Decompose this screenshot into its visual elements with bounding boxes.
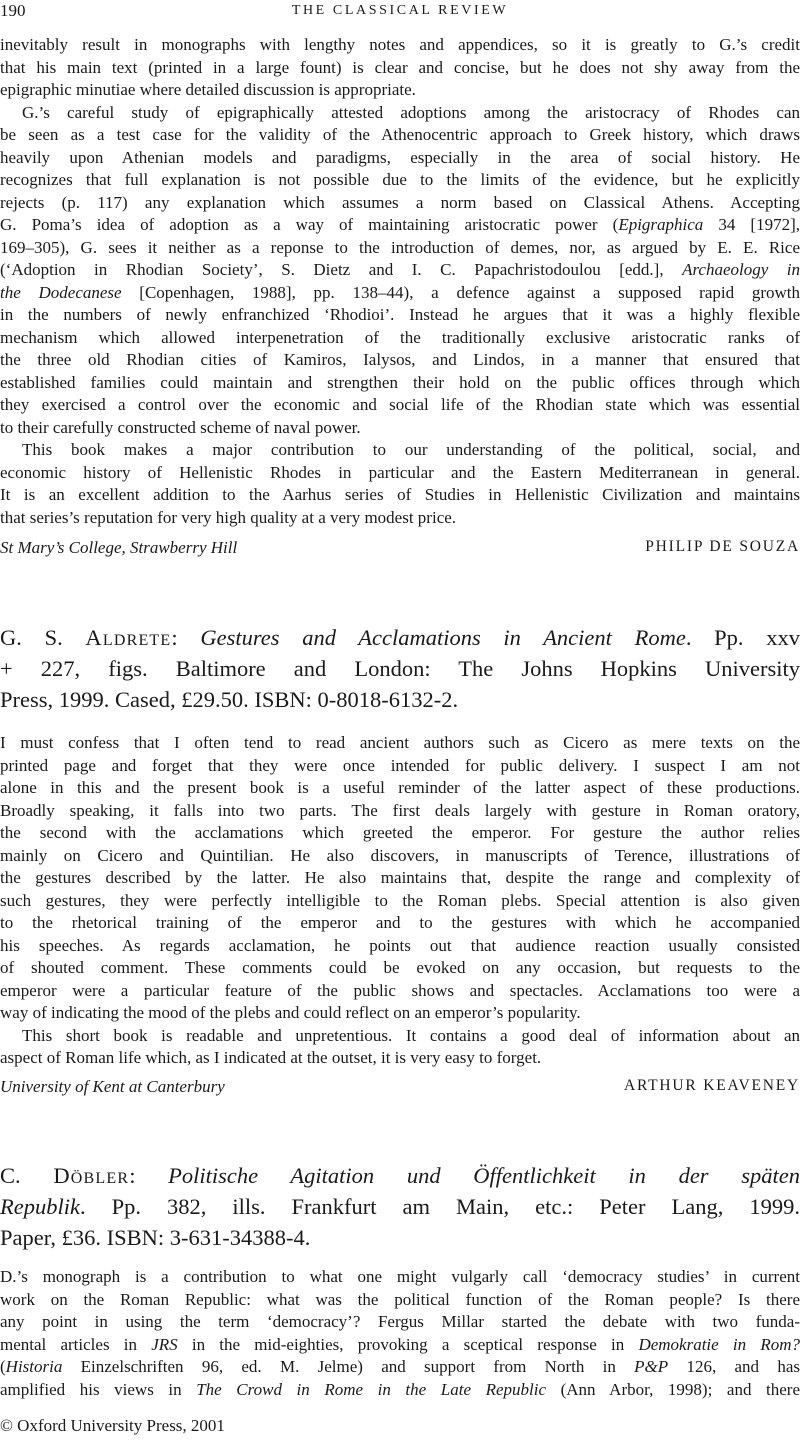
review2-signature: [0, 1077, 800, 1101]
reviewer-affiliation: St Mary’s College, Strawberry Hill: [0, 538, 238, 557]
journal-citation: JRS: [151, 1334, 178, 1354]
review1-paragraph-3: [0, 439, 800, 529]
review1-signature: [0, 538, 800, 562]
text-line: any point in using the term ‘democracy’? Fergus Millar started the debate with two funda-: [0, 1312, 800, 1331]
text-line: It is an excellent addition to the Aarhus series of Studies in Hellenistic Civilization and maintains: [0, 485, 800, 504]
text-line: mental articles in JRS in the mid-eighties, provoking a sceptical response in Demokratie in Rom?: [0, 1334, 800, 1354]
heading-line: Republik. Pp. 382, ills. Frankfurt am Main, etc.: Peter Lang, 1999.: [0, 1194, 800, 1219]
text-line: amplified his views in The Crowd in Rome in the Late Republic (Ann Arbor, 1998); and there: [0, 1379, 800, 1399]
text-line: the three old Rhodian cities of Kamiros, Ialysos, and Lindos, in a manner that ensured that: [0, 350, 800, 369]
review2-heading: [0, 622, 800, 715]
text-line: the Dodecanese [Copenhagen, 1988], pp. 138–44), a defence against a supposed rapid growth: [0, 282, 800, 302]
text-line: to their carefully constructed scheme of naval power.: [0, 417, 361, 437]
journal-citation: Epigraphica: [618, 215, 704, 234]
book-citation: the Dodecanese: [0, 282, 122, 302]
text-line: G.’s careful study of epigraphically attested adoptions among the aristocracy of Rhodes can: [22, 102, 800, 122]
text-line: recognizes that full explanation is not possible due to the limits of the evidence, but he explicitly: [0, 170, 800, 189]
reviewer-name: PHILIP DE SOUZA: [645, 538, 800, 555]
heading-line: C. Döbler: Politische Agitation und Öffentlichkeit in der späten: [0, 1163, 800, 1188]
text-line: D.’s monograph is a contribution to what one might vulgarly call ‘democracy studies’ in current: [0, 1267, 800, 1286]
book-title: Gestures and Acclamations in Ancient Rome: [200, 625, 686, 650]
text-line: I must confess that I often tend to read ancient authors such as Cicero as mere texts on the: [0, 733, 800, 752]
page-number: 190: [0, 1, 26, 20]
journal-citation: P&P: [634, 1357, 669, 1376]
book-author: Aldrete: [85, 625, 172, 650]
text-line: work on the Roman Republic: what was the political function of the Roman people? Is there: [0, 1289, 800, 1309]
text-line: his speeches. As regards acclamation, he points out that audience reaction usually consisted: [0, 935, 800, 955]
journal-title: THE CLASSICAL REVIEW: [291, 3, 509, 18]
text-line: This short book is readable and unpretentious. It contains a good deal of information about an: [22, 1025, 800, 1045]
text-line: (Historia Einzelschriften 96, ed. M. Jelme) and support from North in P&P 126, and has: [0, 1357, 800, 1376]
text-line: such gestures, they were perfectly intelligible to the Roman plebs. Special attention is also given: [0, 890, 800, 910]
copyright-notice: © Oxford University Press, 2001: [0, 1416, 225, 1435]
review3-heading: [0, 1160, 800, 1253]
text-line: alone in this and the present book is a useful reminder of the latter aspect of these productions.: [0, 778, 800, 797]
review3-paragraph-1: [0, 1266, 800, 1401]
running-head: [0, 0, 800, 24]
text-line: heavily upon Athenian models and paradigms, especially in the area of social history. He: [0, 147, 800, 167]
footer-rule: [0, 1402, 800, 1403]
heading-line: G. S. Aldrete: Gestures and Acclamations in Ancient Rome. Pp. xxv: [0, 625, 800, 650]
book-title: Politische Agitation und Öffentlichkeit in der späten: [168, 1163, 800, 1188]
text-line: way of indicating the mood of the plebs and could reflect on an emperor’s popularity.: [0, 1003, 581, 1022]
text-line: mainly on Cicero and Quintilian. He also discovers, in manuscripts of Terence, illustrations of: [0, 845, 800, 865]
text-line: Broadly speaking, it falls into two parts. The first deals largely with gesture in Roman oratory,: [0, 800, 800, 820]
journal-citation: Historia: [5, 1357, 63, 1376]
text-line: inevitably result in monographs with lengthy notes and appendices, so it is greatly to G.’s credit: [0, 35, 800, 54]
text-line: This book makes a major contribution to our understanding of the political, social, and: [22, 440, 800, 459]
text-line: G. Poma’s idea of adoption as a way of maintaining aristocratic power (Epigraphica 34 [1972],: [0, 215, 800, 234]
text-line: to the rhetorical training of the emperor and to the gestures with which he accompanied: [0, 913, 800, 932]
text-line: the second with the acclamations which greeted the emperor. For gesture the author relies: [0, 823, 800, 842]
text-line: that series’s reputation for very high quality at a very modest price.: [0, 507, 457, 527]
text-line: (‘Adoption in Rhodian Society’, S. Dietz and I. C. Papachristodoulou [edd.], Archaeology in: [0, 260, 800, 279]
book-author: Döbler: [53, 1163, 130, 1188]
book-citation: The Crowd in Rome in the Late Republic: [196, 1379, 547, 1399]
book-title: Republik: [0, 1194, 80, 1219]
text-line: established families could maintain and strengthen their hold on the public offices through which: [0, 372, 800, 392]
text-line: epigraphic minutiae where detailed discussion is appropriate.: [0, 80, 416, 99]
text-line: mechanism which allowed interpenetration of the traditionally exclusive aristocratic ranks of: [0, 327, 800, 347]
reviewer-affiliation: University of Kent at Canterbury: [0, 1077, 225, 1096]
heading-line: + 227, figs. Baltimore and London: The Johns Hopkins University: [0, 656, 800, 681]
heading-line: Press, 1999. Cased, £29.50. ISBN: 0-8018-6132-2.: [0, 687, 459, 712]
text-line: in the numbers of newly enfranchized ‘Rhodioi’. Instead he argues that it was a highly flexible: [0, 305, 800, 324]
text-line: printed page and forget that they were once intended for public delivery. I suspect I am not: [0, 755, 800, 775]
text-line: rejects (p. 117) any explanation which assumes a norm based on Classical Athens. Accepting: [0, 192, 800, 212]
text-line: that his main text (printed in a large fount) is clear and concise, but he does not shy away from the: [0, 57, 800, 77]
review1-paragraph-2: [0, 102, 800, 440]
text-line: of shouted comment. These comments could be evoked on any occasion, but requests to the: [0, 958, 800, 977]
text-line: 169–305), G. sees it neither as a reponse to the introduction of demes, nor, as argued by E. E. Rice: [0, 237, 800, 257]
text-line: the gestures described by the latter. He also maintains that, despite the range and complexity of: [0, 868, 800, 887]
text-line: they exercised a control over the economic and social life of the Rhodian state which was essential: [0, 395, 800, 414]
text-line: be seen as a test case for the validity of the Athenocentric approach to Greek history, which draws: [0, 125, 800, 144]
text-line: emperor were a particular feature of the public shows and spectacles. Acclamations too were a: [0, 980, 800, 1000]
review1-paragraph-1: [0, 34, 800, 102]
review2-paragraph-2: [0, 1025, 800, 1070]
reviewer-name: ARTHUR KEAVENEY: [623, 1077, 800, 1094]
text-line: economic history of Hellenistic Rhodes in particular and the Eastern Mediterranean in general.: [0, 462, 800, 482]
heading-line: Paper, £36. ISBN: 3-631-34388-4.: [0, 1225, 311, 1250]
book-citation: Demokratie in Rom?: [638, 1334, 800, 1354]
book-citation: Archaeology in: [682, 260, 800, 279]
text-line: aspect of Roman life which, as I indicated at the outset, it is very easy to forget.: [0, 1048, 542, 1067]
review2-paragraph-1: [0, 732, 800, 1025]
